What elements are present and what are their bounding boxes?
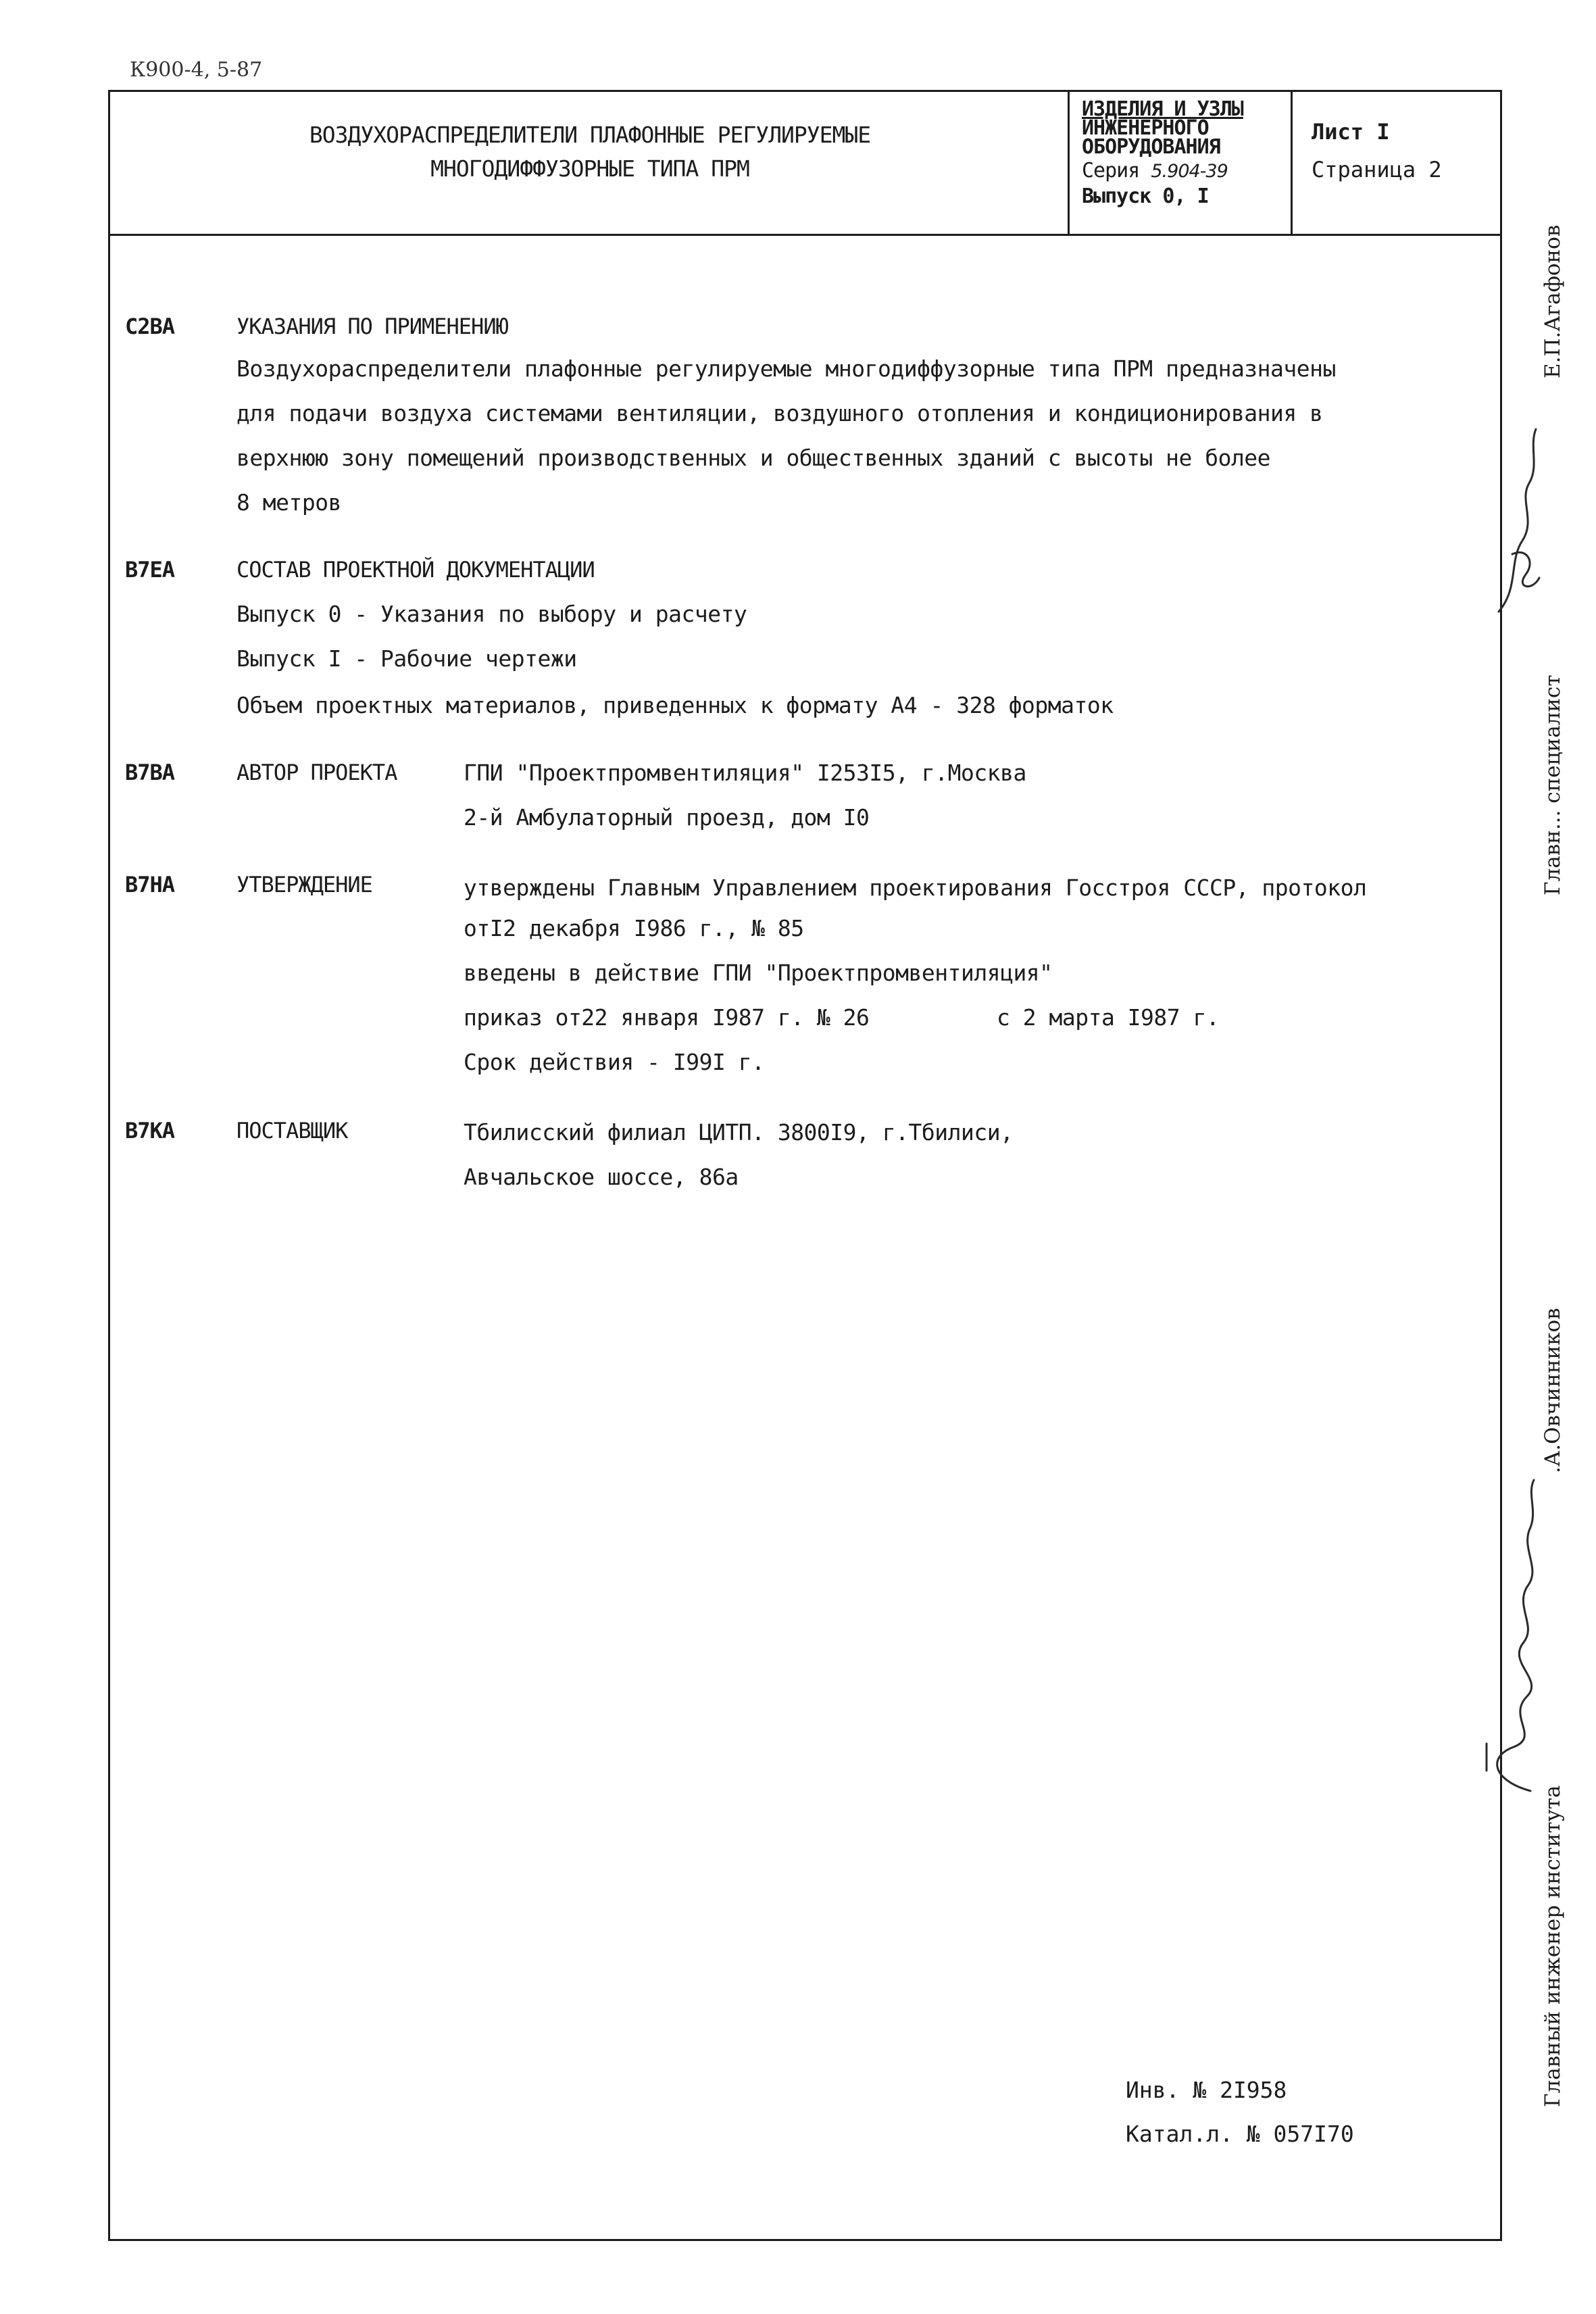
series-line-2: ИНЖЕНЕРНОГО bbox=[1082, 116, 1209, 140]
series-label: Серия bbox=[1082, 159, 1140, 182]
section-code: B7HA bbox=[125, 872, 175, 897]
section-text-line: отI2 декабря I986 г., № 85 bbox=[464, 915, 804, 941]
catalog-number: Катал.л. № 057I70 bbox=[1126, 2121, 1354, 2147]
series-cell bbox=[1070, 92, 1293, 234]
document-frame bbox=[108, 90, 1502, 2241]
section-code: B7EA bbox=[125, 557, 175, 583]
sheet-label: Лист I bbox=[1312, 119, 1390, 145]
series-line-3: ОБОРУДОВАНИЯ bbox=[1082, 135, 1220, 159]
page-label: Страница 2 bbox=[1312, 157, 1442, 182]
section-text-line: утверждены Главным Управлением проектирования Госстроя СССР, протокол bbox=[464, 875, 1367, 901]
section-text-line: Объем проектных материалов, приведенных к формату А4 - 328 форматок bbox=[236, 692, 1114, 718]
section-text-line: Воздухораспределители плафонные регулируемые многодиффузорные типа ПРМ предназначены bbox=[236, 355, 1336, 382]
section-text-line: приказ от22 января I987 г. № 26 bbox=[464, 1004, 870, 1031]
section-text-line: Срок действия - I99I г. bbox=[464, 1049, 765, 1075]
series-line-4 bbox=[1082, 159, 1228, 182]
series-line-1: ИЗДЕЛИЯ И УЗЛЫ bbox=[1082, 97, 1243, 121]
issue-line: Выпуск 0, I bbox=[1082, 184, 1209, 208]
series-number: 5.904-39 bbox=[1151, 161, 1228, 182]
section-code: B7BA bbox=[125, 760, 175, 785]
inventory-number: Инв. № 2I958 bbox=[1126, 2077, 1287, 2103]
section-text-line: Выпуск 0 - Указания по выбору и расчету bbox=[236, 601, 747, 627]
section-label: СОСТАВ ПРОЕКТНОЙ ДОКУМЕНТАЦИИ bbox=[236, 557, 595, 583]
section-text-line: Тбилисский филиал ЦИТП. 3800I9, г.Тбилиси, bbox=[464, 1119, 1014, 1146]
ovchinnikov-name: .А.Овчинников bbox=[1541, 1308, 1565, 1473]
section-label: ПОСТАВЩИК bbox=[236, 1118, 348, 1143]
section-text-line: 8 метров bbox=[236, 489, 341, 516]
top-signer-title: Главн... специалист bbox=[1541, 674, 1565, 895]
agafonov-name: Е.П.Агафонов bbox=[1541, 224, 1565, 378]
sheet-cell bbox=[1293, 92, 1500, 234]
document-title-line-2: МНОГОДИФФУЗОРНЫЕ ТИПА ПРМ bbox=[430, 155, 749, 182]
section-code: C2BA bbox=[125, 314, 175, 339]
section-label: УТВЕРЖДЕНИЕ bbox=[236, 872, 372, 897]
section-text-line: верхнюю зону помещений производственных и общественных зданий с высоты не более bbox=[236, 445, 1271, 471]
section-code: B7KA bbox=[125, 1118, 175, 1143]
title-cell bbox=[110, 92, 1070, 234]
section-text-line: с 2 марта I987 г. bbox=[997, 1004, 1220, 1031]
section-label: АВТОР ПРОЕКТА bbox=[236, 760, 397, 785]
agafonov-signature bbox=[1472, 419, 1560, 622]
section-text-line: введены в действие ГПИ "Проектпромвентиляция" bbox=[464, 960, 1053, 986]
section-text-line: для подачи воздуха системами вентиляции, воздушного отопления и кондиционирования в bbox=[236, 400, 1323, 426]
section-text-line: 2-й Амбулаторный проезд, дом I0 bbox=[464, 804, 870, 831]
bottom-signer-title: Главный инженер института bbox=[1541, 1785, 1565, 2107]
section-text-line: Авчальское шоссе, 86а bbox=[464, 1164, 739, 1190]
title-block bbox=[110, 92, 1500, 236]
section-text-line: ГПИ "Проектпромвентиляция" I253I5, г.Москва bbox=[464, 760, 1026, 786]
ovchinnikov-signature bbox=[1466, 1473, 1561, 1798]
document-title-line-1: ВОЗДУХОРАСПРЕДЕЛИТЕЛИ ПЛАФОННЫЕ РЕГУЛИРУЕМЫЕ bbox=[309, 122, 871, 148]
section-text-line: Выпуск I - Рабочие чертежи bbox=[236, 645, 577, 672]
section-label: УКАЗАНИЯ ПО ПРИМЕНЕНИЮ bbox=[236, 314, 508, 339]
document-code: К900-4, 5-87 bbox=[130, 58, 263, 82]
